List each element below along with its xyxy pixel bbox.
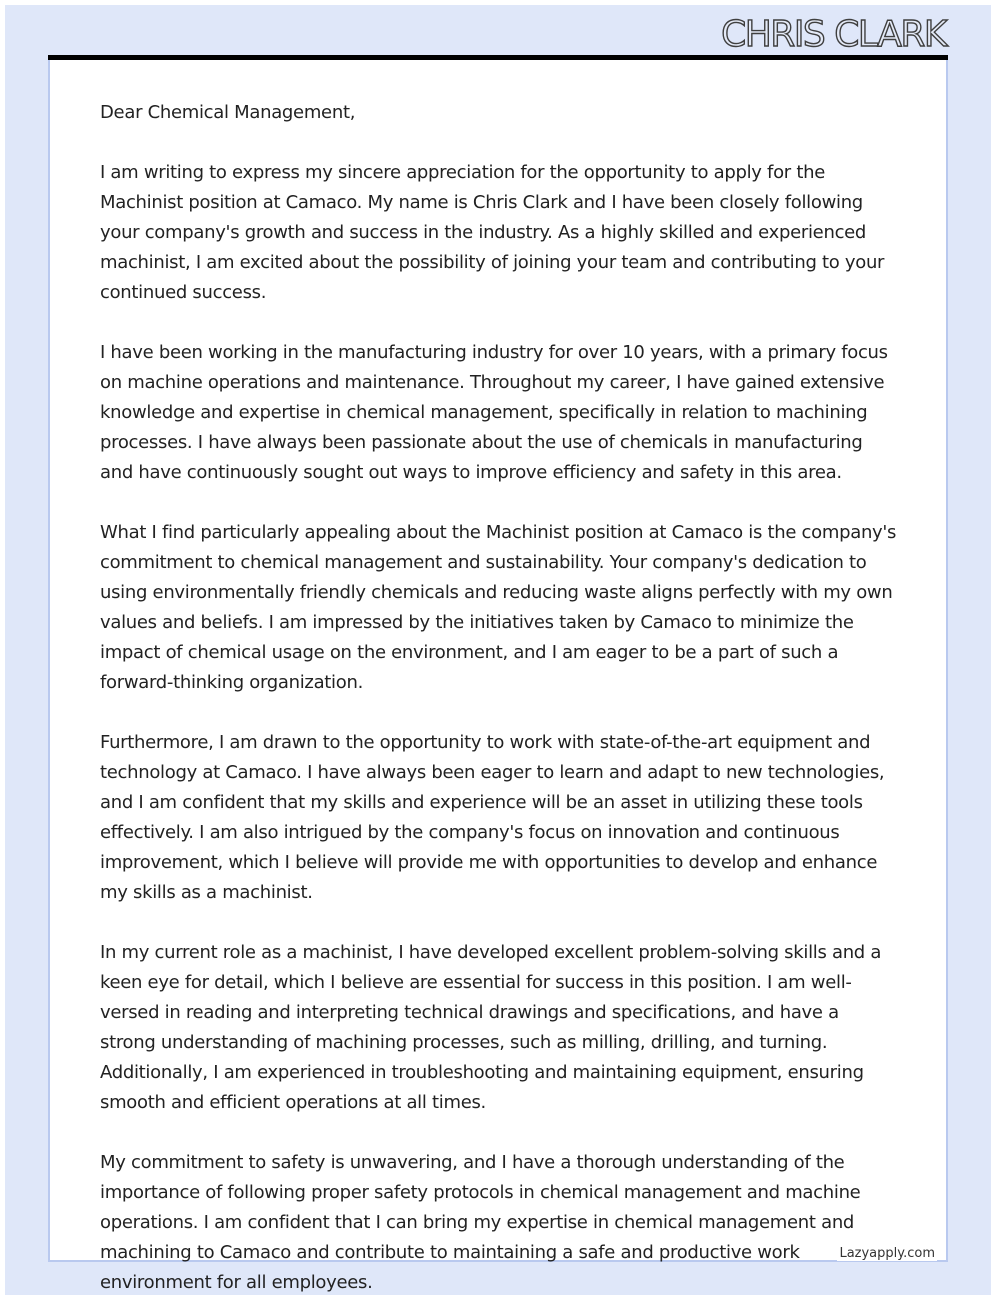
applicant-name: CHRIS CLARK — [721, 14, 946, 55]
letter-paragraph-5: In my current role as a machinist, I have developed excellent problem-solving skills and a keen eye for detail, which I believe are essential for success in this position. I am well-versed in reading and interpreting technical drawings and specifications, and have a strong understanding of machining processes, such as milling, drilling, and turning. Additionally, I am experienced in troubleshooting and maintaining equipment, ensuring smooth and efficient operations at all times. — [100, 942, 882, 1113]
letter-paragraph-4: Furthermore, I am drawn to the opportunity to work with state-of-the-art equipment and technology at Camaco. I have always been eager to learn and adapt to new technologies, and I am confident that my skills and experience will be an asset in utilizing these tools effectively. I am also intrigued by the company's focus on innovation and continuous improvement, which I believe will provide me with opportunities to develop and enhance my skills as a machinist. — [100, 732, 885, 903]
letter-body — [100, 98, 898, 1295]
letter-paragraph-1: I am writing to express my sincere appreciation for the opportunity to apply for the Machinist position at Camaco. My name is Chris Clark and I have been closely following your company's growth and success in the industry. As a highly skilled and experienced machinist, I am excited about the possibility of joining your team and contributing to your continued success. — [100, 162, 885, 303]
letter-greeting: Dear Chemical Management, — [100, 102, 356, 123]
watermark-link[interactable]: Lazyapply.com — [839, 1246, 935, 1261]
letter-paragraph-6: My commitment to safety is unwavering, and I have a thorough understanding of the importance of following proper safety protocols in chemical management and machine operations. I am confident that I can bring my expertise in chemical management and machining to Camaco and contribute to maintaining a safe and productive work environment for all employees. — [100, 1152, 861, 1293]
letter-paragraph-3: What I find particularly appealing about the Machinist position at Camaco is the company's commitment to chemical management and sustainability. Your company's dedication to using environmentally friendly chemicals and reducing waste aligns perfectly with my own values and beliefs. I am impressed by the initiatives taken by Camaco to minimize the impact of chemical usage on the environment, and I am eager to be a part of such a forward-thinking organization. — [100, 522, 897, 693]
page-background — [5, 5, 991, 1295]
letter-paragraph-2: I have been working in the manufacturing industry for over 10 years, with a primary focus on machine operations and maintenance. Throughout my career, I have gained extensive knowledge and expertise in chemical management, specifically in relation to machining processes. I have always been passionate about the use of chemicals in manufacturing and have continuously sought out ways to improve efficiency and safety in this area. — [100, 342, 888, 483]
